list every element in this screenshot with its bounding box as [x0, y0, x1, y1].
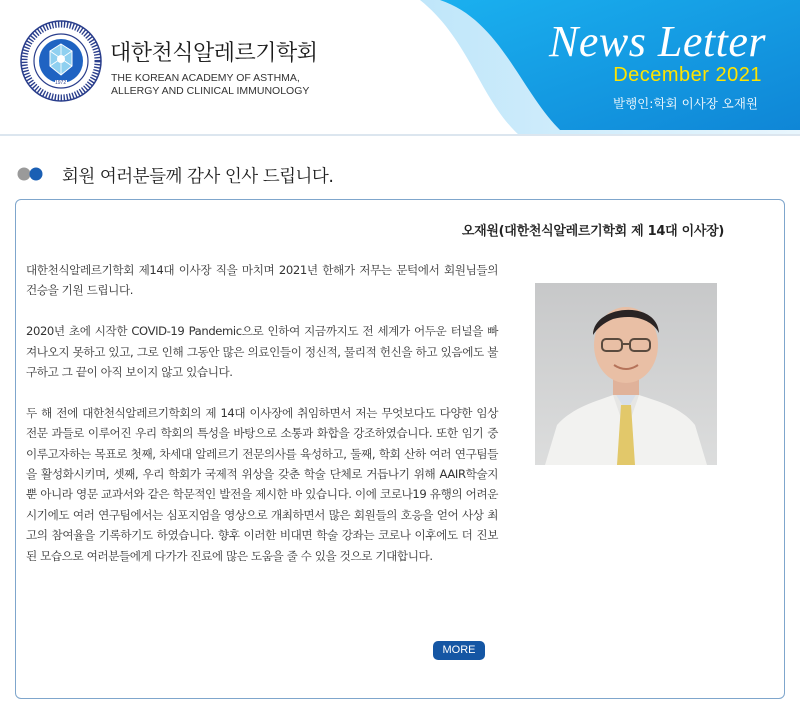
- section-title: 회원 여러분들께 감사 인사 드립니다.: [62, 167, 334, 187]
- org-name-english-line1: THE KOREAN ACADEMY OF ASTHMA,: [111, 72, 300, 84]
- two-dots-icon: [16, 167, 46, 181]
- org-name-english-line2: ALLERGY AND CLINICAL IMMUNOLOGY: [111, 85, 310, 97]
- newsletter-header: [0, 0, 800, 136]
- article-paragraph: 두 해 전에 대한천식알레르기학회의 제 14대 이사장에 취임하면서 저는 무엇보다도 다양한 임상 전문 과들로 이루어진 우리 학회의 특성을 바탕으로 소통과 화합을 강조하였습니다. 또한 임기 중 이루고자하는 목표로 첫째, 차세대 알레르기 전문의사를 육성하고, 둘째, 학회 산하 여러 연구팀들을 활성화시키며, 셋째, 우리 학회가 국제적 위상을 갖춘 학술 단체로 거듭나기 위해 AAIR학술지 뿐 아니라 영문 교과서와 같은 학문적인 발전을 제시한 바 있습니다. 이에 코로나19 유행의 어려운 시기에도 여러 연구팀에서는 심포지엄을 영상으로 개최하면서 많은 회원들의 호응을 얻어 사상 최고의 참여율을 기록하기도 하였습니다. 향후 이러한 비대면 학술 강좌는 코로나 이후에도 더 진보된 모습으로 여러분들에게 다가가 진료에 많은 도움을 줄 수 있을 것으로 기대합니다.: [26, 405, 498, 563]
- org-name-korean: 대한천식알레르기학회: [110, 41, 318, 66]
- article-body: [26, 260, 498, 586]
- academy-seal-logo: [20, 20, 102, 102]
- newsletter-title: News Letter: [549, 17, 766, 66]
- article-paragraph: 대한천식알레르기학회 제14대 이사장 직을 마치며 2021년 한해가 저무는 문턱에서 회원님들의 건승을 기원 드립니다.: [26, 263, 498, 298]
- author-byline: 오재원(대한천식알레르기학회 제 14대 이사장): [461, 224, 724, 239]
- issue-date: December 2021: [613, 64, 762, 86]
- article-card: [15, 199, 785, 699]
- publisher-line: 발행인:학회 이사장 오재원: [613, 96, 758, 111]
- more-button[interactable]: MORE: [433, 641, 485, 660]
- org-name-english: [111, 72, 331, 98]
- header-divider: [0, 134, 800, 136]
- seal-year-text: 1972: [55, 80, 67, 86]
- article-paragraph: 2020년 초에 시작한 COVID-19 Pandemic으로 인하여 지금까지도 전 세계가 어두운 터널을 빠져나오지 못하고 있고, 그로 인해 그동안 많은 의료인들이 정신적, 물리적 헌신을 하고 있음에도 불구하고 그 끝이 아직 보이지 않고 있습니다.: [26, 324, 498, 380]
- portrait-photo: [535, 283, 717, 465]
